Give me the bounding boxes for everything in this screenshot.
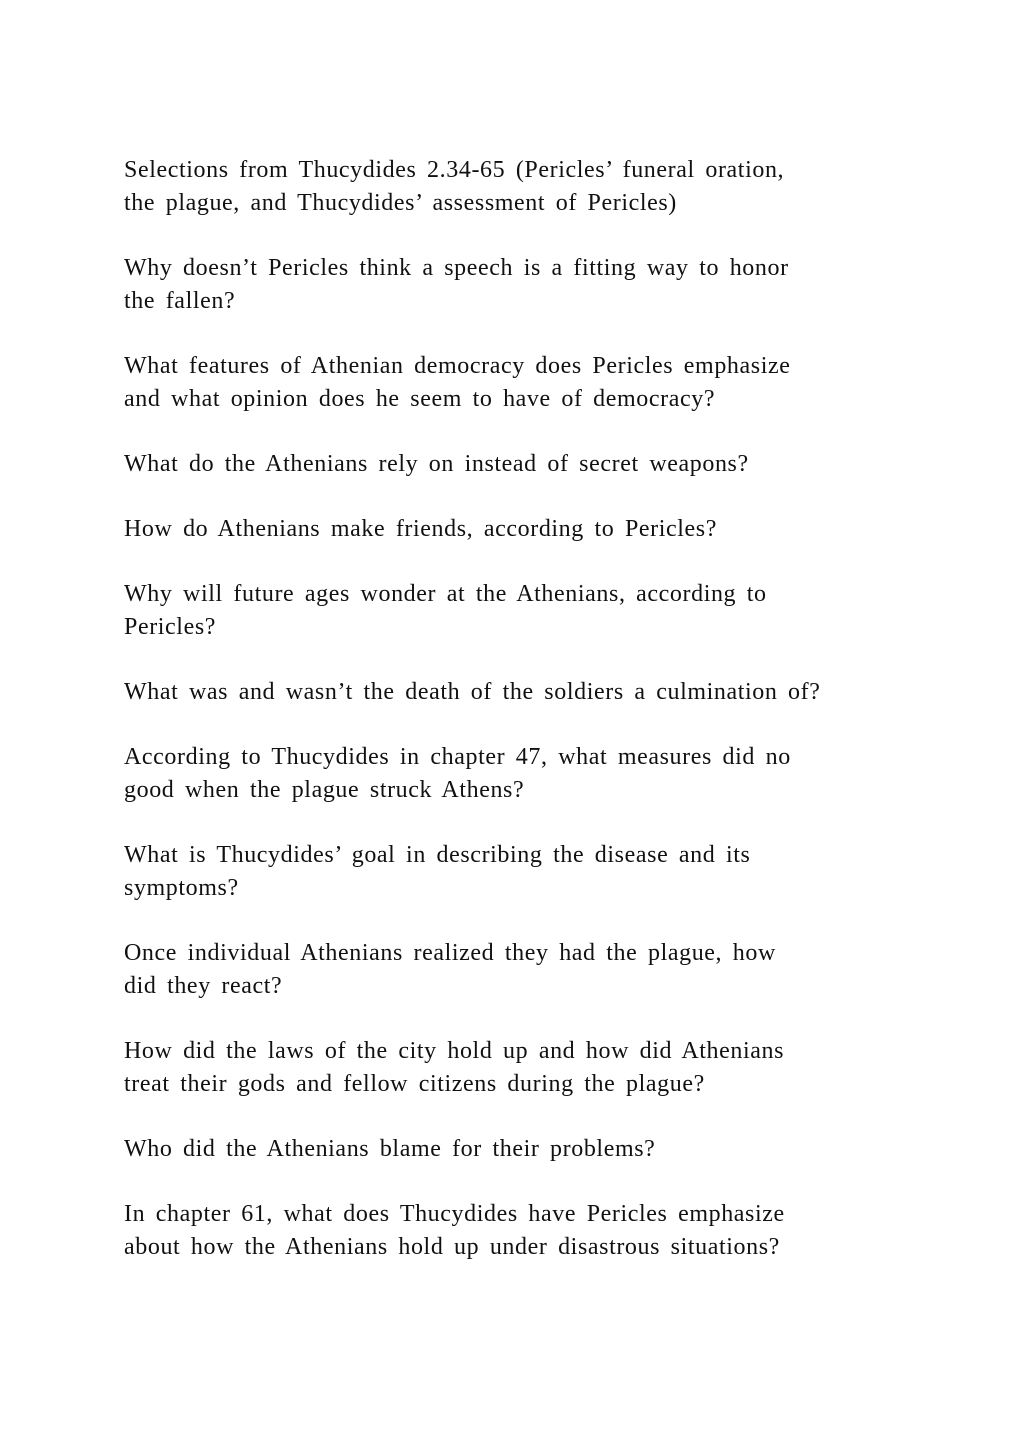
- text-line: How do Athenians make friends, according to Pericles?: [124, 516, 717, 542]
- question-paragraph: [124, 1133, 914, 1166]
- question-paragraph: [124, 937, 914, 1003]
- question-paragraph: [124, 513, 914, 546]
- text-line: Who did the Athenians blame for their problems?: [124, 1136, 656, 1162]
- text-line: What features of Athenian democracy does Pericles emphasize: [124, 353, 791, 379]
- text-line: good when the plague struck Athens?: [124, 777, 525, 803]
- text-line: did they react?: [124, 973, 283, 999]
- text-line: What do the Athenians rely on instead of secret weapons?: [124, 451, 749, 477]
- question-paragraph: [124, 741, 914, 807]
- text-line: Selections from Thucydides 2.34-65 (Pericles’ funeral oration,: [124, 157, 785, 183]
- text-line: symptoms?: [124, 875, 239, 901]
- text-line: Pericles?: [124, 614, 217, 640]
- text-line: and what opinion does he seem to have of democracy?: [124, 386, 716, 412]
- text-line: the fallen?: [124, 288, 236, 314]
- text-line: Why doesn’t Pericles think a speech is a fitting way to honor: [124, 255, 789, 281]
- document-body: [124, 154, 914, 1296]
- question-paragraph: [124, 1198, 914, 1264]
- text-line: Once individual Athenians realized they had the plague, how: [124, 940, 776, 966]
- question-paragraph: [124, 448, 914, 481]
- text-line: How did the laws of the city hold up and how did Athenians: [124, 1038, 785, 1064]
- text-line: What is Thucydides’ goal in describing the disease and its: [124, 842, 751, 868]
- text-line: treat their gods and fellow citizens during the plague?: [124, 1071, 705, 1097]
- text-line: According to Thucydides in chapter 47, what measures did no: [124, 744, 791, 770]
- document-heading: [124, 154, 914, 220]
- text-line: Why will future ages wonder at the Athenians, according to: [124, 581, 767, 607]
- text-line: What was and wasn’t the death of the soldiers a culmination of?: [124, 679, 821, 705]
- question-paragraph: [124, 1035, 914, 1101]
- question-paragraph: [124, 578, 914, 644]
- text-line: the plague, and Thucydides’ assessment of Pericles): [124, 190, 677, 216]
- text-line: about how the Athenians hold up under disastrous situations?: [124, 1234, 780, 1260]
- text-line: In chapter 61, what does Thucydides have Pericles emphasize: [124, 1201, 785, 1227]
- question-paragraph: [124, 676, 914, 709]
- question-paragraph: [124, 350, 914, 416]
- question-paragraph: [124, 839, 914, 905]
- question-paragraph: [124, 252, 914, 318]
